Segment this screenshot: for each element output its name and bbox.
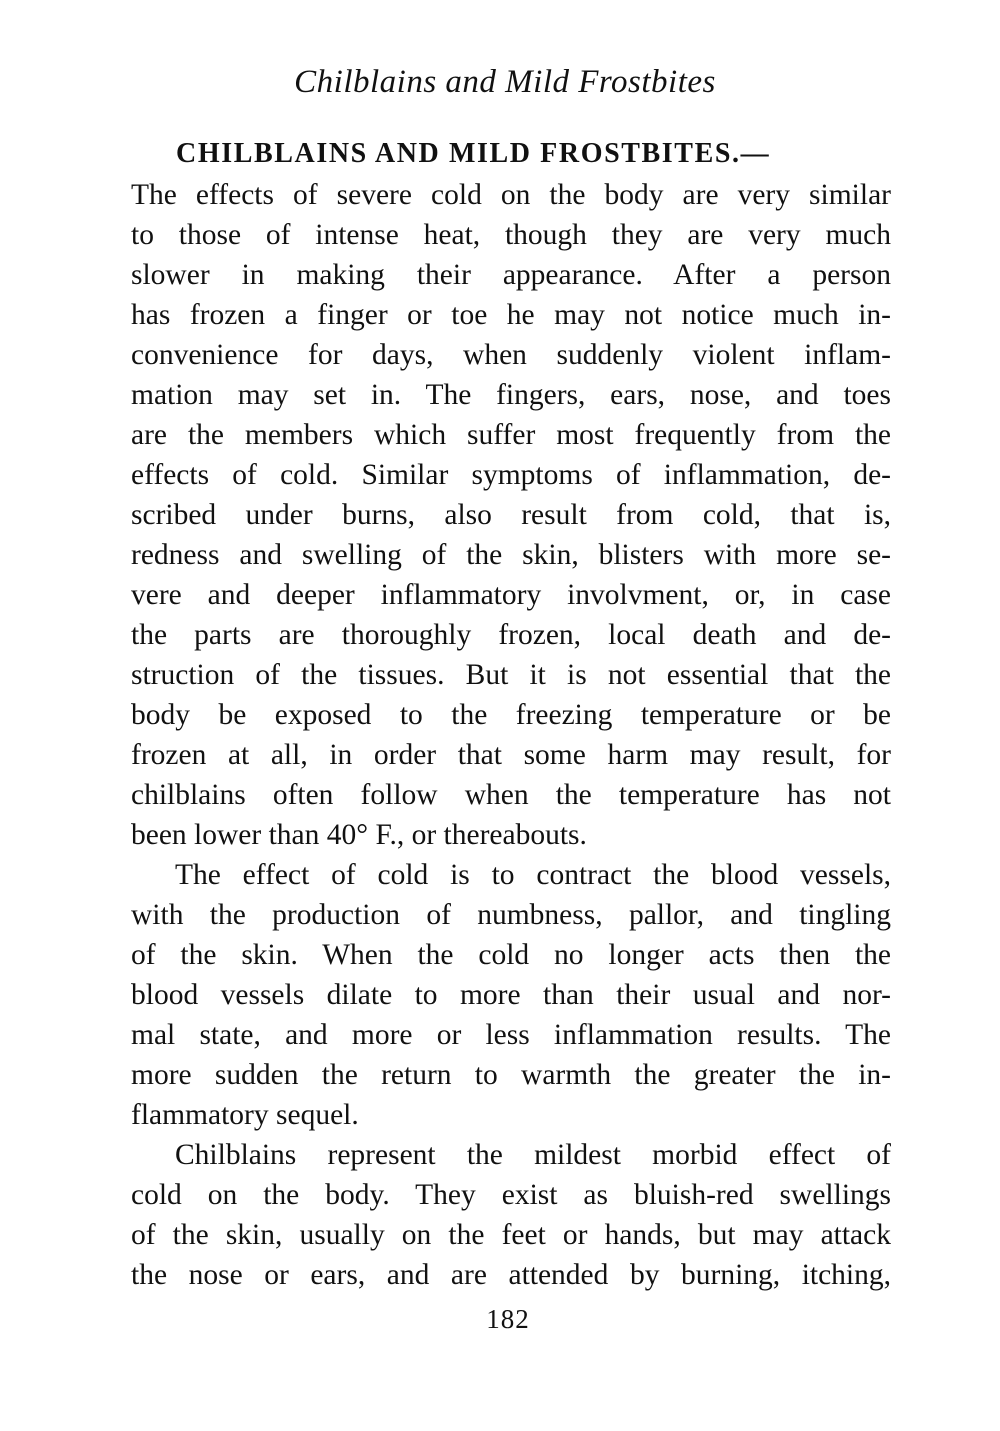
text-line: chilblains often follow when the temperature has not xyxy=(131,779,891,811)
text-line: redness and swelling of the skin, blisters with more se- xyxy=(131,539,891,571)
text-line: blood vessels dilate to more than their usual and nor- xyxy=(131,979,891,1011)
text-line: effects of cold. Similar symptoms of inflammation, de- xyxy=(131,459,891,491)
text-line: body be exposed to the freezing temperature or be xyxy=(131,699,891,731)
text-line: the parts are thoroughly frozen, local death and de- xyxy=(131,619,891,651)
text-line: struction of the tissues. But it is not essential that the xyxy=(131,659,891,691)
text-line: vere and deeper inflammatory involvment, or, in case xyxy=(131,579,891,611)
text-line: scribed under burns, also result from cold, that is, xyxy=(131,499,891,531)
text-line: been lower than 40° F., or thereabouts. xyxy=(131,819,587,851)
text-line: are the members which suffer most frequently from the xyxy=(131,419,891,451)
page-number: 182 xyxy=(486,1304,530,1334)
text-line: slower in making their appearance. After a person xyxy=(131,259,891,291)
text-line: with the production of numbness, pallor, and tingling xyxy=(131,899,891,931)
text-line: has frozen a finger or toe he may not notice much in- xyxy=(131,299,891,331)
text-line: the nose or ears, and are attended by burning, itching, xyxy=(131,1259,891,1291)
text-line: flammatory sequel. xyxy=(131,1099,359,1131)
text-line: more sudden the return to warmth the greater the in- xyxy=(131,1059,891,1091)
text-line: frozen at all, in order that some harm may result, for xyxy=(131,739,891,771)
text-line: cold on the body. They exist as bluish-red swellings xyxy=(131,1179,891,1211)
text-line: of the skin, usually on the feet or hands, but may attack xyxy=(131,1219,891,1251)
text-line: mal state, and more or less inflammation results. The xyxy=(131,1019,891,1051)
text-line: mation may set in. The fingers, ears, nose, and toes xyxy=(131,379,891,411)
running-head: Chilblains and Mild Frostbites xyxy=(294,64,716,100)
text-line: to those of intense heat, though they are very much xyxy=(131,219,891,251)
text-line: convenience for days, when suddenly violent inflam- xyxy=(131,339,891,371)
text-line: The effects of severe cold on the body are very similar xyxy=(131,179,891,211)
text-line: of the skin. When the cold no longer acts then the xyxy=(131,939,891,971)
section-heading: CHILBLAINS AND MILD FROSTBITES.— xyxy=(176,138,771,169)
text-line: Chilblains represent the mildest morbid effect of xyxy=(175,1139,891,1171)
text-line: The effect of cold is to contract the blood vessels, xyxy=(175,859,891,891)
